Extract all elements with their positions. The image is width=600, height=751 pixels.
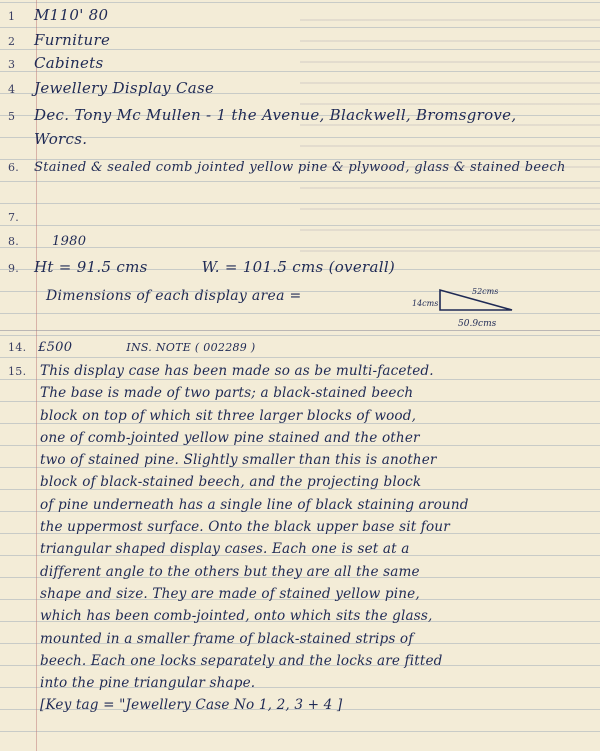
line-number: 7. bbox=[8, 211, 20, 224]
subcategory: Cabinets bbox=[34, 54, 104, 72]
line-number: 6. bbox=[8, 161, 20, 174]
triangle-side-c: 50.9cms bbox=[458, 319, 497, 329]
insurance-note: INS. NOTE ( 002289 ) bbox=[126, 341, 256, 354]
entry-6 bbox=[8, 160, 566, 175]
line-number: 8. bbox=[8, 235, 20, 248]
height: Ht = 91.5 cms bbox=[34, 258, 148, 276]
triangle-sketch bbox=[410, 284, 530, 332]
entry-14 bbox=[8, 340, 255, 355]
entry-8 bbox=[8, 234, 86, 249]
entry-2 bbox=[8, 31, 110, 49]
entry-3 bbox=[8, 54, 103, 72]
line-number: 5 bbox=[8, 110, 16, 123]
maker-address: Dec. Tony Mc Mullen - 1 the Avenue, Blackwell, Bromsgrove, bbox=[34, 106, 517, 124]
width: W. = 101.5 cms (overall) bbox=[201, 258, 396, 276]
entry-1 bbox=[8, 6, 108, 24]
line-number: 9. bbox=[8, 262, 20, 275]
object-number: M110' 80 bbox=[34, 6, 109, 24]
line-number: 1 bbox=[8, 10, 16, 23]
triangle-side-a: 14cms bbox=[412, 299, 439, 308]
bleed-through bbox=[300, 0, 600, 260]
category: Furniture bbox=[34, 31, 111, 49]
line-number: 3 bbox=[8, 58, 16, 71]
entry-5-cont bbox=[34, 130, 87, 148]
line-number: 4 bbox=[8, 83, 16, 96]
object-name: Jewellery Display Case bbox=[34, 79, 215, 97]
line-number: 2 bbox=[8, 35, 16, 48]
maker-county: Worcs. bbox=[34, 130, 88, 148]
materials: Stained & sealed comb jointed yellow pine & plywood, glass & stained beech bbox=[34, 160, 566, 175]
triangle-side-b: 52cms bbox=[472, 287, 499, 296]
dimensions-label: Dimensions of each display area = bbox=[46, 288, 302, 304]
description-paragraph: This display case has been made so as be multi-faceted. The base is made of two parts; a black-stained beech block on top of which sit three larger blocks of wood, one of comb-jointed yellow pine stained and the other two of stained pine. Slightly smaller than this is another block of black-stained beech, and the projecting block of pine underneath has a single line of black staining around the uppermost surface. Onto the black upper base sit four triangular shaped display cases. Each one is set at a different angle to the others but they are all the same shape and size. They are made of stained yellow pine, which has been comb-jointed, onto which sits the glass, mounted in a smaller frame of black-stained strips of beech. Each one locks separately and the locks are fitted into the pine triangular shape. [Key tag = "Jewellery Case No 1, 2, 3 + 4 ] bbox=[40, 363, 469, 714]
entry-7 bbox=[8, 210, 34, 225]
entry-4 bbox=[8, 79, 214, 97]
valuation: £500 bbox=[38, 340, 73, 355]
line-number: 14. bbox=[8, 341, 27, 354]
date: 1980 bbox=[52, 234, 87, 249]
entry-9-dims bbox=[46, 288, 302, 304]
entry-15-number bbox=[8, 364, 34, 379]
entry-9 bbox=[8, 258, 395, 276]
entry-5 bbox=[8, 106, 516, 124]
section-divider bbox=[0, 330, 600, 331]
line-number: 15. bbox=[8, 365, 27, 378]
